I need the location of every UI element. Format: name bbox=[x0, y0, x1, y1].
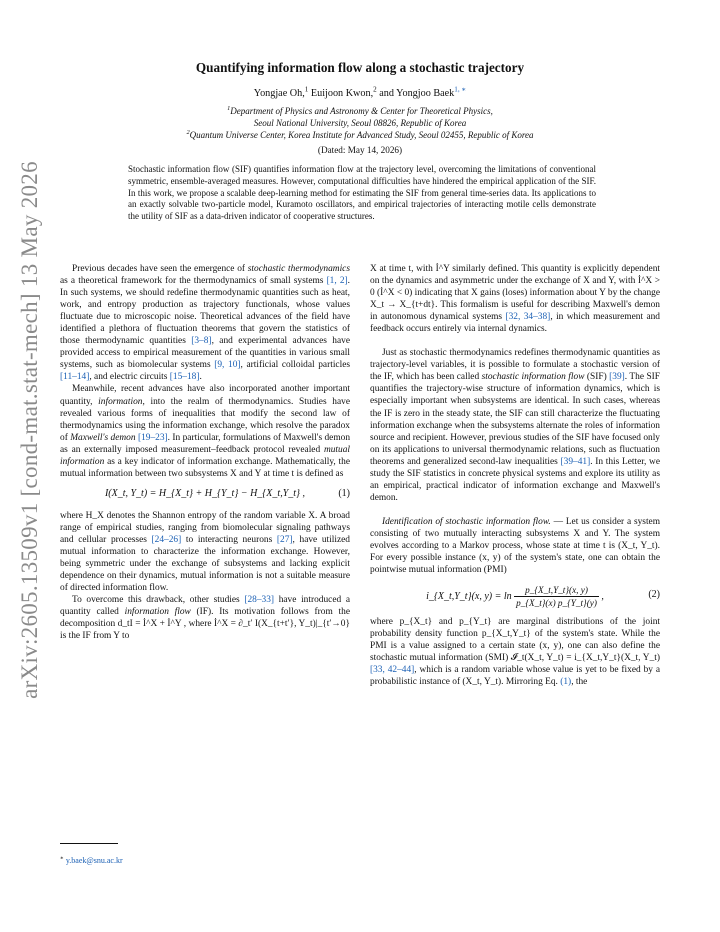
emphasis: mutual information bbox=[60, 444, 350, 467]
text: Previous decades have seen the emergence of bbox=[72, 264, 248, 274]
paragraph bbox=[60, 594, 350, 642]
citation-link[interactable]: [15–18] bbox=[169, 372, 200, 383]
text: . In such systems, we should redefine thermodynamic quantities such as heat, work, and entropy production as trajectory functionals, whose values fluctuate due to microscopic noise. Theoretical advances of the field have identified a plethora of fluctuation theorems that govern the statistics of those thermodynamic quantities bbox=[60, 276, 350, 347]
affiliation-1 bbox=[0, 106, 720, 129]
text: to interacting neurons bbox=[181, 534, 277, 545]
email-link[interactable]: y.baek@snu.ac.kr bbox=[65, 856, 123, 865]
text: . bbox=[199, 372, 202, 383]
equation-1-number: (1) bbox=[338, 487, 350, 499]
author-1: Yongjae Oh, bbox=[253, 88, 305, 99]
citation-link[interactable]: [3–8] bbox=[191, 336, 212, 347]
right-column bbox=[370, 263, 660, 688]
paragraph-gap bbox=[370, 335, 660, 347]
citation-link[interactable]: [19–23] bbox=[137, 432, 168, 443]
equation-reference-link[interactable]: (1) bbox=[560, 677, 572, 688]
citation-link[interactable]: [27] bbox=[276, 534, 293, 545]
author-2-affil: 2 bbox=[373, 85, 377, 94]
citation-link[interactable]: [28–33] bbox=[244, 595, 275, 606]
section-heading: Identification of stochastic information flow. bbox=[382, 516, 551, 527]
paragraph bbox=[370, 263, 660, 335]
equation-2-numerator: p_{X_t,Y_t}(x, y) bbox=[514, 584, 599, 597]
emphasis: stochastic information flow bbox=[481, 372, 585, 383]
paragraph bbox=[370, 516, 660, 576]
citation-link[interactable]: [11–14] bbox=[60, 372, 90, 383]
paragraph bbox=[60, 263, 350, 383]
citation-link[interactable]: [1, 2] bbox=[326, 276, 348, 287]
citation-link[interactable]: [39] bbox=[609, 372, 625, 383]
text: (SIF) bbox=[584, 372, 610, 383]
author-3-affil: 1, ∗ bbox=[454, 85, 467, 94]
text: where p_{X_t} and p_{Y_t} are marginal distributions of the joint probability density function p_{X_t,Y_t} of the system's state. While the PMI is a value assigned to a certain state (x, y), one can also define the stochastic mutual information (SMI) 𝓘_t(X_t, Y_t) = i_{X_t,Y_t}(X_t, Y_t) bbox=[370, 617, 660, 664]
equation-2-denominator: p_{X_t}(x) p_{Y_t}(y) bbox=[516, 598, 597, 609]
affiliation-1-mark: 1 bbox=[227, 105, 231, 112]
equation-2 bbox=[370, 576, 660, 616]
text: have introduced a quantity called bbox=[60, 595, 350, 618]
arxiv-stamp bbox=[8, 161, 52, 699]
equation-2-body bbox=[370, 584, 660, 609]
text: Meanwhile, recent advances have also incorporated another important quantity, bbox=[60, 384, 350, 407]
paper-title: Quantifying information flow along a stochastic trajectory bbox=[195, 60, 525, 75]
text: , artificial colloidal particles bbox=[240, 360, 351, 371]
abstract: Stochastic information flow (SIF) quantifies information flow at the trajectory level, overcoming the limitations of conventional symmetric, ensemble-averaged measures. However, computational difficulties have hindered the empirical application of the SIF. In this work, we propose a scalable deep-learning method for estimating the SIF from general time-series data. Its applications to an exactly solvable two-particle model, Kuramoto oscillators, and empirical trajectories of interacting motile cells demonstrate the utility of SIF as a data-driven indicator of cooperative structures. bbox=[128, 164, 596, 222]
text: , in which measurement and feedback occurs entirely via internal dynamics. bbox=[370, 312, 660, 335]
footnote-rule bbox=[60, 843, 118, 844]
equation-2-number: (2) bbox=[648, 589, 660, 601]
text: as a key indicator of information exchange. Mathematically, the mutual information between two subsystems X and Y at time t is defined as bbox=[60, 456, 350, 479]
equation-1-body: I(X_t, Y_t) = H_{X_t} + H_{Y_t} − H_{X_t,Y_t} , bbox=[104, 487, 306, 499]
equation-2-tail: , bbox=[601, 590, 604, 602]
paragraph bbox=[370, 616, 660, 688]
text: as a theoretical framework for the thermodynamics of small systems bbox=[60, 276, 327, 287]
text: where H_X denotes the Shannon entropy of the random variable X. A broad range of empirical studies, ranging from biomolecular signaling pathways and cellular processes bbox=[60, 510, 350, 545]
author-list bbox=[0, 85, 720, 99]
citation-link[interactable]: [33, 42–44] bbox=[370, 665, 415, 676]
text: . The SIF quantifies the trajectory-wise structure of information dynamics, which is especially important when subsystems are identical. In such cases, whereas the IF is zero in the steady state, the SIF can still characterize the fluctuating information exchange when the subsystems alternate the roles of information source and recipient. However, previous studies of the SIF have focused only on its applications to universal thermodynamic relations, such as fluctuation theorems and generalized second-law inequalities bbox=[370, 372, 661, 467]
text: , and electric circuits bbox=[89, 372, 170, 383]
paragraph bbox=[370, 347, 660, 504]
citation-link[interactable]: [39–41] bbox=[560, 456, 591, 467]
affiliation-1-line-1: Department of Physics and Astronomy & Center for Theoretical Physics, bbox=[230, 106, 493, 116]
footnote bbox=[60, 856, 123, 865]
text: Just as stochastic thermodynamics redefines thermodynamic quantities as trajectory-level variables, it is possible to formulate a stochastic version of the IF, which has been called bbox=[370, 348, 660, 383]
citation-link[interactable]: [32, 34–38] bbox=[505, 312, 551, 323]
text: , which is a random variable whose value is yet to be fixed by a probabilistic instance of (X_t, Y_t). Mirroring Eq. bbox=[370, 665, 660, 688]
author-and: and bbox=[379, 88, 394, 99]
affiliation-1-line-2: Seoul National University, Seoul 08826, Republic of Korea bbox=[253, 117, 467, 128]
author-2: Euijoon Kwon, bbox=[310, 88, 374, 99]
emphasis: Maxwell's demon bbox=[70, 432, 136, 443]
author-1-affil: 1 bbox=[304, 85, 309, 94]
text: X at time t, with İ^Y similarly defined. This quantity is explicitly dependent on the dynamics and asymmetric under the exchange of X and Y, with İ^X > 0 (İ^X < 0) indicating that X gains (loses) information about Y by the change X_t → X_{t+dt}. This formalism is useful for describing Maxwell's demon in autonomous dynamical systems bbox=[370, 264, 660, 323]
text: , into the realm of thermodynamics. Studies have revealed various forms of inequalities that modify the second law of thermodynamics using the information exchange, which resolve the paradox of bbox=[60, 396, 350, 443]
dated-line: (Dated: May 14, 2026) bbox=[317, 145, 403, 155]
text: , have utilized mutual information to characterize the information exchange. However, being symmetric under the exchange of subsystems and lacking explicit dependence on their dynamics, mutual information is not a suitable measure of directed information flow. bbox=[60, 534, 350, 594]
paragraph bbox=[60, 510, 350, 594]
text: . In particular, formulations of Maxwell's demon as an externally imposed measurement–feedback protocol revealed bbox=[60, 432, 351, 455]
emphasis: stochastic thermodynamics bbox=[247, 264, 350, 274]
left-column bbox=[60, 263, 350, 642]
equation-1 bbox=[60, 480, 350, 510]
text: , and experimental advances have provided access to empirical measurement of the quantities in various small systems, such as biomolecular systems bbox=[60, 336, 350, 371]
equation-2-fraction bbox=[514, 584, 599, 609]
text: (IF). Its motivation follows from the decomposition d_tI = İ^X + İ^Y , where İ^X = ∂_t′ I(X_{t+t′}, Y_t)|_{t′→0} is the IF from Y to bbox=[60, 607, 350, 642]
affiliation-2-text: Quantum Universe Center, Korea Institute for Advanced Study, Seoul 02455, Republic of Korea bbox=[189, 130, 534, 140]
text: — Let us consider a system consisting of two mutually interacting subsystems X and Y. The system evolves according to a Markov process, whose state at time t is (X_t, Y_t). For every possible instance (x, y) of the system's state, one can obtain the pointwise mutual information (PMI) bbox=[370, 516, 661, 576]
text: . In this Letter, we study the SIF statistics in concrete physical systems and explore its utility as an empirical, practical indicator of information exchange and Maxwell's demon. bbox=[370, 456, 660, 503]
text: , the bbox=[571, 677, 588, 688]
arxiv-stamp-text: arXiv:2605.13509v1 [cond-mat.stat-mech] 13 May 2026 bbox=[17, 161, 42, 699]
equation-2-lhs: i_{X_t,Y_t}(x, y) = ln bbox=[426, 590, 512, 602]
text: To overcome this drawback, other studies bbox=[72, 595, 245, 606]
paragraph bbox=[60, 383, 350, 479]
emphasis: information bbox=[98, 396, 143, 407]
author-3: Yongjoo Baek bbox=[396, 88, 455, 99]
footnote-mark: ∗ bbox=[60, 855, 64, 862]
paragraph-gap bbox=[370, 504, 660, 516]
emphasis: information flow bbox=[124, 607, 191, 618]
affiliation-2-mark: 2 bbox=[186, 129, 190, 136]
citation-link[interactable]: [9, 10] bbox=[214, 360, 241, 371]
affiliation-2 bbox=[0, 130, 720, 142]
citation-link[interactable]: [24–26] bbox=[151, 534, 182, 545]
